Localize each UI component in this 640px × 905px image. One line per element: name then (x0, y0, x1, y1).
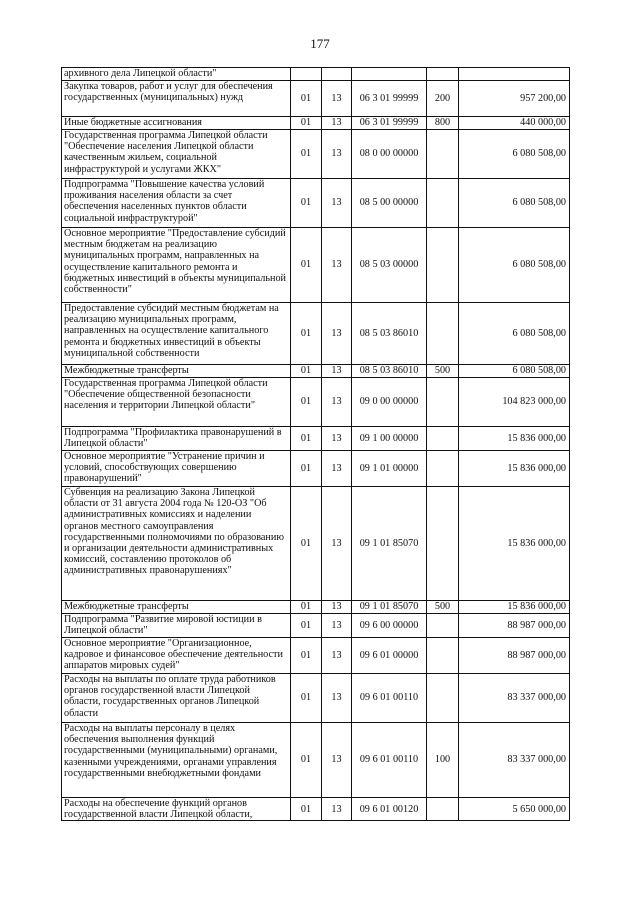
row-name-cell: Закупка товаров, работ и услуг для обеспечения государственных (муниципальных) нужд (62, 81, 291, 117)
row-name-cell: Расходы на выплаты персоналу в целях обеспечения выполнения функций государственными (муниципальными) органами, казенными учреждениями, органами управления государственными внебюджетными фондами (62, 723, 291, 798)
row-amount-cell: 6 080 508,00 (459, 179, 570, 228)
row-expense-type-cell: 500 (427, 601, 459, 614)
row-section-cell (291, 68, 322, 81)
table-row (62, 228, 570, 303)
table-row (62, 179, 570, 228)
row-section-cell: 01 (291, 674, 322, 723)
row-target-code-cell (352, 68, 427, 81)
row-expense-type-cell (427, 451, 459, 487)
row-expense-type-cell (427, 179, 459, 228)
table-row (62, 68, 570, 81)
row-section-cell: 01 (291, 614, 322, 638)
row-amount-cell: 104 823 000,00 (459, 378, 570, 427)
row-subsection-cell: 13 (322, 303, 352, 365)
row-name-cell: Расходы на обеспечение функций органов государственной власти Липецкой области, (62, 798, 291, 821)
row-expense-type-cell: 200 (427, 81, 459, 117)
table-row (62, 601, 570, 614)
table-row (62, 674, 570, 723)
row-name-cell: Основное мероприятие "Устранение причин и условий, способствующих совершению правонарушений" (62, 451, 291, 487)
row-amount-cell: 6 080 508,00 (459, 228, 570, 303)
row-section-cell: 01 (291, 303, 322, 365)
row-amount-cell: 5 650 000,00 (459, 798, 570, 821)
row-amount-cell: 83 337 000,00 (459, 674, 570, 723)
row-target-code-cell: 08 5 00 00000 (352, 179, 427, 228)
row-section-cell: 01 (291, 81, 322, 117)
row-section-cell: 01 (291, 117, 322, 130)
table-row (62, 487, 570, 601)
row-expense-type-cell (427, 638, 459, 674)
row-section-cell: 01 (291, 638, 322, 674)
row-target-code-cell: 08 5 03 00000 (352, 228, 427, 303)
row-subsection-cell: 13 (322, 638, 352, 674)
row-name-cell: Государственная программа Липецкой области "Обеспечение населения Липецкой области качественным жильем, социальной инфраструктурой и услугами ЖКХ" (62, 130, 291, 179)
row-target-code-cell: 08 0 00 00000 (352, 130, 427, 179)
row-target-code-cell: 09 6 01 00110 (352, 723, 427, 798)
row-subsection-cell: 13 (322, 487, 352, 601)
table-row (62, 117, 570, 130)
row-name-cell: Государственная программа Липецкой области "Обеспечение общественной безопасности населения и территории Липецкой области" (62, 378, 291, 427)
row-subsection-cell: 13 (322, 614, 352, 638)
row-name-cell: Иные бюджетные ассигнования (62, 117, 291, 130)
row-target-code-cell: 09 6 01 00000 (352, 638, 427, 674)
row-target-code-cell: 09 6 00 00000 (352, 614, 427, 638)
row-subsection-cell: 13 (322, 723, 352, 798)
row-subsection-cell: 13 (322, 451, 352, 487)
table-row (62, 81, 570, 117)
row-amount-cell: 15 836 000,00 (459, 427, 570, 451)
row-name-cell: Подпрограмма "Развитие мировой юстиции в Липецкой области" (62, 614, 291, 638)
table-row (62, 638, 570, 674)
row-section-cell: 01 (291, 487, 322, 601)
row-expense-type-cell (427, 68, 459, 81)
row-target-code-cell: 09 1 01 85070 (352, 601, 427, 614)
table-row (62, 130, 570, 179)
row-amount-cell: 957 200,00 (459, 81, 570, 117)
row-name-cell: Основное мероприятие "Организационное, кадровое и финансовое обеспечение деятельности аппаратов мировых судей" (62, 638, 291, 674)
row-expense-type-cell (427, 614, 459, 638)
page-number: 177 (310, 36, 330, 51)
row-amount-cell: 6 080 508,00 (459, 303, 570, 365)
row-section-cell: 01 (291, 427, 322, 451)
row-target-code-cell: 09 1 00 00000 (352, 427, 427, 451)
budget-table-body (62, 68, 570, 821)
row-amount-cell: 88 987 000,00 (459, 614, 570, 638)
row-target-code-cell: 06 3 01 99999 (352, 81, 427, 117)
row-expense-type-cell (427, 228, 459, 303)
row-subsection-cell: 13 (322, 81, 352, 117)
row-subsection-cell: 13 (322, 674, 352, 723)
row-amount-cell: 6 080 508,00 (459, 130, 570, 179)
row-section-cell: 01 (291, 130, 322, 179)
row-target-code-cell: 09 6 01 00110 (352, 674, 427, 723)
row-amount-cell: 15 836 000,00 (459, 487, 570, 601)
row-section-cell: 01 (291, 723, 322, 798)
row-target-code-cell: 09 0 00 00000 (352, 378, 427, 427)
row-expense-type-cell (427, 378, 459, 427)
row-target-code-cell: 09 6 01 00120 (352, 798, 427, 821)
row-amount-cell: 88 987 000,00 (459, 638, 570, 674)
row-target-code-cell: 08 5 03 86010 (352, 365, 427, 378)
row-name-cell: Предоставление субсидий местным бюджетам на реализацию муниципальных программ, направленных на осуществление капитального ремонта и бюджетных инвестиций в объекты муниципальной собственности (62, 303, 291, 365)
table-row (62, 798, 570, 821)
row-subsection-cell: 13 (322, 798, 352, 821)
row-section-cell: 01 (291, 179, 322, 228)
table-row (62, 723, 570, 798)
row-section-cell: 01 (291, 798, 322, 821)
row-expense-type-cell (427, 427, 459, 451)
row-section-cell: 01 (291, 601, 322, 614)
row-expense-type-cell (427, 130, 459, 179)
table-row (62, 378, 570, 427)
row-amount-cell: 15 836 000,00 (459, 601, 570, 614)
row-target-code-cell: 09 1 01 00000 (352, 451, 427, 487)
table-row (62, 427, 570, 451)
row-amount-cell: 15 836 000,00 (459, 451, 570, 487)
row-subsection-cell: 13 (322, 179, 352, 228)
row-amount-cell: 6 080 508,00 (459, 365, 570, 378)
row-expense-type-cell: 100 (427, 723, 459, 798)
row-subsection-cell: 13 (322, 378, 352, 427)
row-target-code-cell: 08 5 03 86010 (352, 303, 427, 365)
row-section-cell: 01 (291, 451, 322, 487)
row-subsection-cell (322, 68, 352, 81)
row-subsection-cell: 13 (322, 427, 352, 451)
row-subsection-cell: 13 (322, 228, 352, 303)
row-name-cell: Межбюджетные трансферты (62, 601, 291, 614)
row-subsection-cell: 13 (322, 365, 352, 378)
row-amount-cell (459, 68, 570, 81)
table-row (62, 451, 570, 487)
row-subsection-cell: 13 (322, 130, 352, 179)
row-name-cell: архивного дела Липецкой области" (62, 68, 291, 81)
row-expense-type-cell: 500 (427, 365, 459, 378)
row-section-cell: 01 (291, 365, 322, 378)
row-expense-type-cell (427, 487, 459, 601)
row-section-cell: 01 (291, 378, 322, 427)
table-row (62, 303, 570, 365)
row-subsection-cell: 13 (322, 601, 352, 614)
budget-table (61, 67, 570, 821)
row-name-cell: Расходы на выплаты по оплате труда работников органов государственной власти Липецкой области, государственных органов Липецкой области (62, 674, 291, 723)
row-expense-type-cell (427, 798, 459, 821)
row-name-cell: Подпрограмма "Повышение качества условий проживания населения области за счет обеспечения населенных пунктов области социальной инфраструктурой" (62, 179, 291, 228)
row-name-cell: Подпрограмма "Профилактика правонарушений в Липецкой области" (62, 427, 291, 451)
table-row (62, 614, 570, 638)
row-name-cell: Субвенция на реализацию Закона Липецкой области от 31 августа 2004 года № 120-ОЗ "Об административных комиссиях и наделении органов местного самоуправления государственными полномочиями по образованию и организации деятельности административных комиссий, составлению протоколов об административных правонарушениях" (62, 487, 291, 601)
row-amount-cell: 83 337 000,00 (459, 723, 570, 798)
row-amount-cell: 440 000,00 (459, 117, 570, 130)
row-name-cell: Межбюджетные трансферты (62, 365, 291, 378)
row-expense-type-cell (427, 303, 459, 365)
row-expense-type-cell (427, 674, 459, 723)
row-subsection-cell: 13 (322, 117, 352, 130)
row-target-code-cell: 06 3 01 99999 (352, 117, 427, 130)
row-name-cell: Основное мероприятие "Предоставление субсидий местным бюджетам на реализацию муниципальных программ, направленных на осуществление капитального ремонта и бюджетных инвестиций в объекты муниципальной собственности" (62, 228, 291, 303)
row-target-code-cell: 09 1 01 85070 (352, 487, 427, 601)
table-row (62, 365, 570, 378)
row-expense-type-cell: 800 (427, 117, 459, 130)
row-section-cell: 01 (291, 228, 322, 303)
